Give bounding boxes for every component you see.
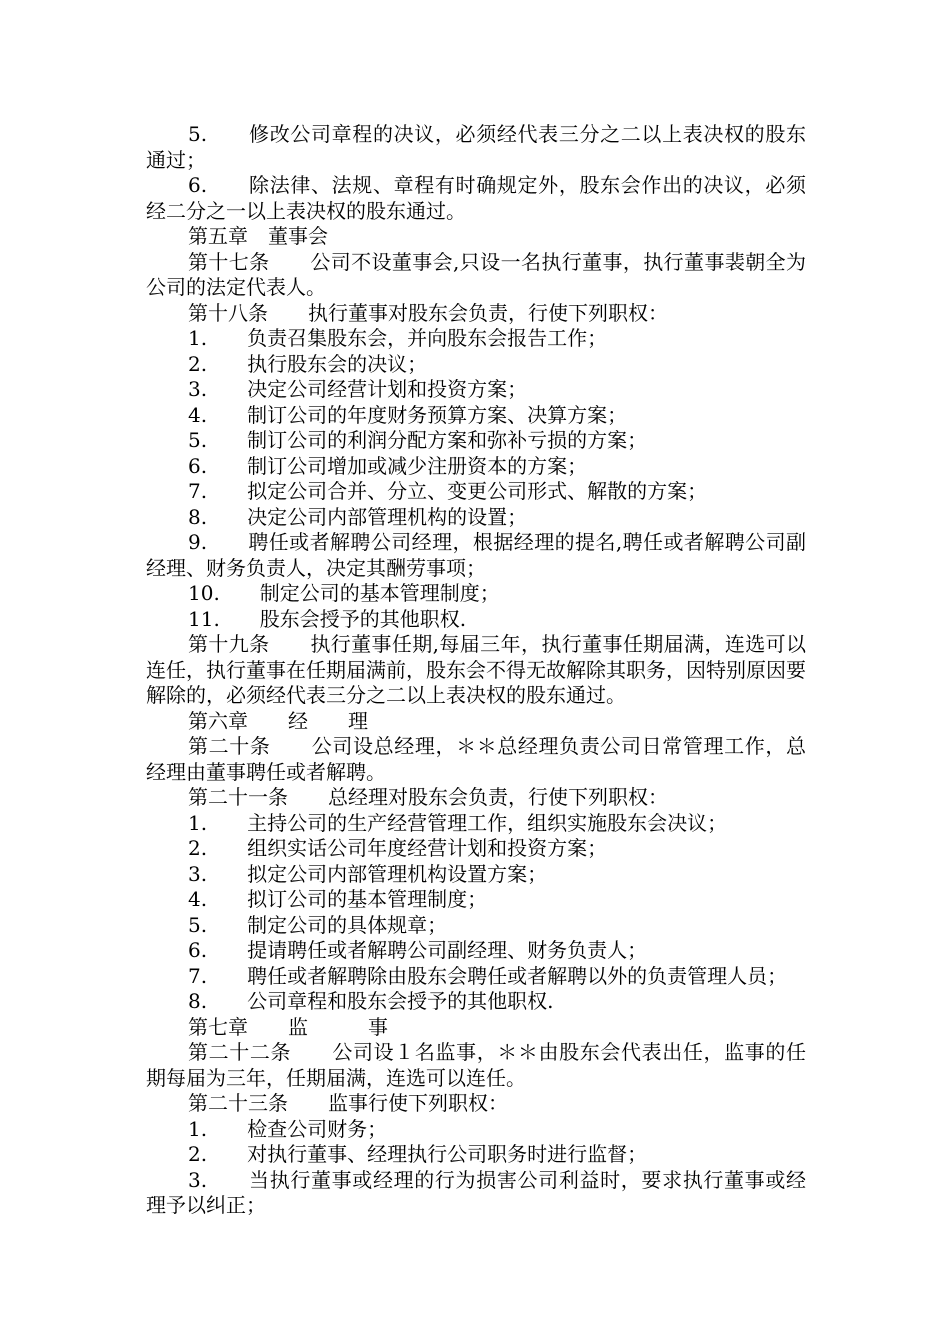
list-item: 1. 检查公司财务； bbox=[188, 1116, 388, 1141]
chapter-heading-manager: 第六章 经 理 bbox=[188, 708, 368, 733]
list-item: 5. 制订公司的利润分配方案和弥补亏损的方案； bbox=[188, 428, 648, 452]
list-item: 7. 聘任或者解聘除由股东会聘任或者解聘以外的负责管理人员； bbox=[188, 963, 788, 988]
list-item: 1. 负责召集股东会，并向股东会报告工作； bbox=[188, 326, 608, 350]
list-item: 10. 制定公司的基本管理制度； bbox=[188, 581, 500, 605]
list-item: 6. 制订公司增加或减少注册资本的方案； bbox=[188, 453, 588, 478]
list-item: 2. 组织实话公司年度经营计划和投资方案； bbox=[188, 836, 608, 860]
list-item: 11. 股东会授予的其他职权. bbox=[188, 606, 467, 631]
article-21: 第二十一条 总经理对股东会负责，行使下列职权： bbox=[188, 785, 668, 809]
list-item: 4. 拟订公司的基本管理制度； bbox=[188, 887, 488, 911]
list-item: 7. 拟定公司合并、分立、变更公司形式、解散的方案； bbox=[188, 479, 708, 503]
list-item: 2. 执行股东会的决议； bbox=[188, 351, 428, 376]
list-item: 3. 当执行董事或经理的行为损害公司利益时，要求执行董事或经理予以纠正； bbox=[146, 1167, 806, 1217]
article-17: 第十七条 公司不设董事会,只设一名执行董事，执行董事裴朝全为公司的法定代表人。 bbox=[146, 249, 806, 299]
list-item: 1. 主持公司的生产经营管理工作，组织实施股东会决议； bbox=[188, 810, 728, 835]
article-18: 第十八条 执行董事对股东会负责，行使下列职权： bbox=[188, 300, 668, 325]
article-20: 第二十条 公司设总经理，＊＊总经理负责公司日常管理工作，总经理由董事聘任或者解聘。 bbox=[146, 734, 806, 784]
list-item: 8. 公司章程和股东会授予的其他职权. bbox=[188, 989, 554, 1013]
paragraph-amend-articles: 5. 修改公司章程的决议，必须经代表三分之二以上表决权的股东通过； bbox=[146, 122, 806, 172]
list-item: 2. 对执行董事、经理执行公司职务时进行监督； bbox=[188, 1142, 648, 1166]
list-item: 3. 拟定公司内部管理机构设置方案； bbox=[188, 861, 548, 886]
chapter-heading-supervisor: 第七章 监 事 bbox=[188, 1014, 388, 1039]
list-item: 6. 提请聘任或者解聘公司副经理、财务负责人； bbox=[188, 938, 648, 962]
list-item: 8. 决定公司内部管理机构的设置； bbox=[188, 504, 528, 529]
article-23: 第二十三条 监事行使下列职权： bbox=[188, 1091, 508, 1115]
list-item: 5. 制定公司的具体规章； bbox=[188, 912, 448, 937]
chapter-heading-board: 第五章 董事会 bbox=[188, 224, 328, 248]
document-body bbox=[146, 122, 806, 1219]
article-19: 第十九条 执行董事任期,每届三年，执行董事任期届满，连选可以连任，执行董事在任期届满前，股东会不得无故解除其职务，因特别原因要解除的，必须经代表三分之二以上表决权的股东通过。 bbox=[146, 632, 806, 707]
article-22: 第二十二条 公司设１名监事，＊＊由股东会代表出任，监事的任期每届为三年，任期届满，连选可以连任。 bbox=[146, 1040, 806, 1090]
paragraph-shareholder-resolution: 6. 除法律、法规、章程有时确规定外，股东会作出的决议，必须经二分之一以上表决权的股东通过。 bbox=[146, 173, 806, 223]
list-item: 4. 制订公司的年度财务预算方案、决算方案； bbox=[188, 402, 628, 427]
list-item: 9. 聘任或者解聘公司经理，根据经理的提名,聘任或者解聘公司副经理、财务负责人，决定其酬劳事项； bbox=[146, 530, 806, 580]
list-item: 3. 决定公司经营计划和投资方案； bbox=[188, 377, 528, 401]
